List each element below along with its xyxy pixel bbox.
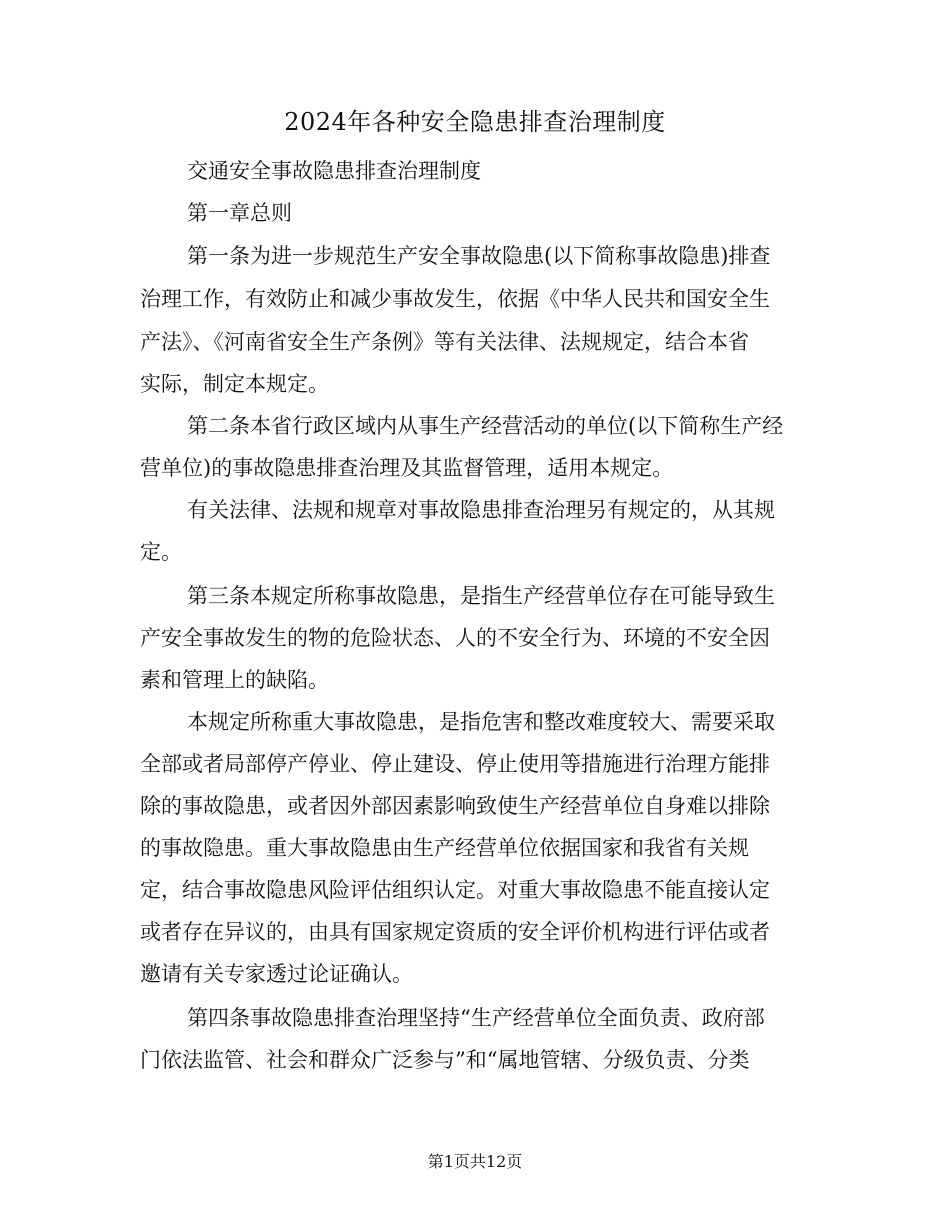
chapter-heading: 第一章总则	[187, 201, 292, 225]
text-line: 全部或者局部停产停业、停止建设、停止使用等措施进行治理方能排	[140, 752, 770, 776]
text-line: 素和管理上的缺陷。	[140, 668, 329, 692]
text-line: 或者存在异议的，由具有国家规定资质的安全评价机构进行评估或者	[140, 920, 770, 944]
text-line: 第二条本省行政区域内从事生产经营活动的单位(以下简称生产经	[187, 414, 784, 438]
subtitle: 交通安全事故隐患排查治理制度	[187, 159, 481, 183]
document-title: 2024年各种安全隐患排查治理制度	[284, 108, 666, 136]
text-line: 营单位)的事故隐患排查治理及其监督管理，适用本规定。	[140, 456, 674, 480]
text-line: 的事故隐患。重大事故隐患由生产经营单位依据国家和我省有关规	[140, 836, 749, 860]
text-line: 邀请有关专家透过论证确认。	[140, 962, 413, 986]
text-line: 产法》、《河南省安全生产条例》等有关法律、法规规定，结合本省	[140, 330, 749, 354]
page-number: 第1页共12页	[427, 1152, 523, 1171]
text-line: 第一条为进一步规范生产安全事故隐患(以下简称事故隐患)排查	[187, 244, 771, 268]
text-line: 本规定所称重大事故隐患，是指危害和整改难度较大、需要采取	[187, 710, 775, 734]
text-line: 第三条本规定所称事故隐患，是指生产经营单位存在可能导致生	[187, 584, 775, 608]
text-line: 门依法监管、社会和群众广泛参与”和“属地管辖、分级负责、分类	[140, 1048, 750, 1072]
text-line: 治理工作，有效防止和减少事故发生，依据《中华人民共和国安全生	[140, 287, 770, 311]
text-line: 定，结合事故隐患风险评估组织认定。对重大事故隐患不能直接认定	[140, 878, 770, 902]
text-line: 有关法律、法规和规章对事故隐患排查治理另有规定的，从其规	[187, 498, 775, 522]
text-line: 实际，制定本规定。	[140, 372, 329, 396]
text-line: 定。	[140, 540, 182, 564]
text-line: 产安全事故发生的物的危险状态、人的不安全行为、环境的不安全因	[140, 626, 770, 650]
text-line: 除的事故隐患，或者因外部因素影响致使生产经营单位自身难以排除	[140, 794, 770, 818]
text-line: 第四条事故隐患排查治理坚持“生产经营单位全面负责、政府部	[187, 1006, 765, 1030]
